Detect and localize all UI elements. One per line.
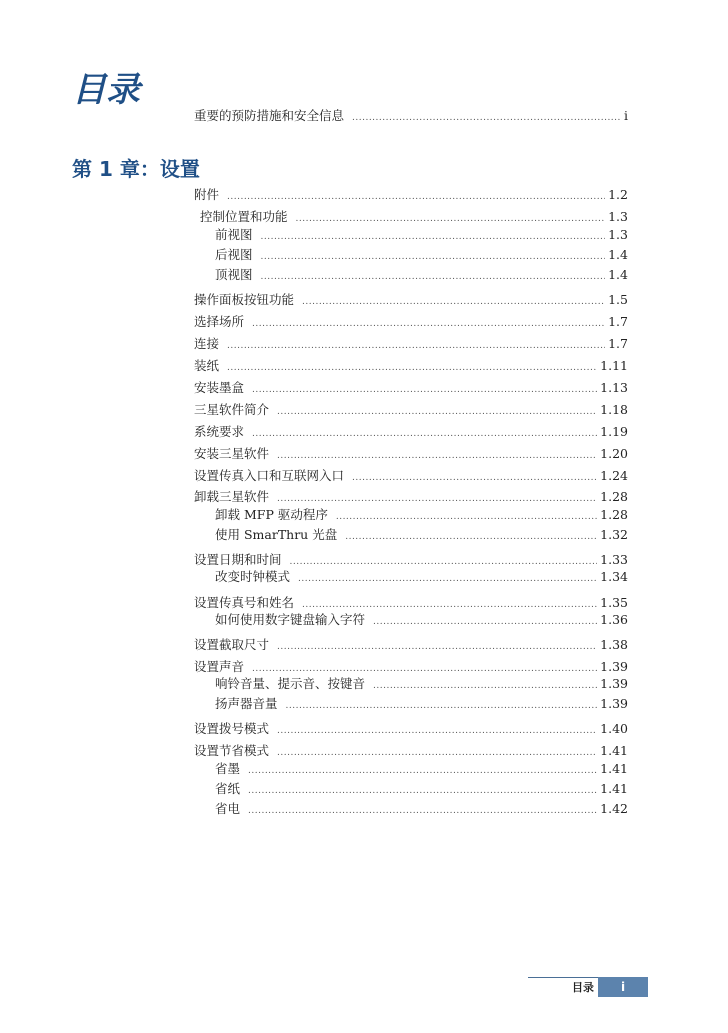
toc-entry[interactable] [194,292,628,310]
dot-leader [227,360,597,376]
toc-entry[interactable] [194,721,628,739]
toc-entry-page: 1.19 [600,424,628,439]
dot-leader [277,491,597,507]
dot-leader [277,448,597,464]
toc-entry-page: 1.38 [600,637,628,652]
dot-leader [336,509,597,525]
dot-leader [277,723,597,739]
dot-leader [261,269,606,285]
toc-entry-label: 设置节省模式 [194,743,270,758]
toc-entry-label: 安装墨盒 [194,380,245,395]
toc-entry[interactable] [194,489,628,507]
toc-entry-label: 安装三星软件 [194,446,270,461]
dot-leader [248,763,597,779]
toc-entry-page: 1.4 [608,247,628,262]
dot-leader [352,470,597,486]
toc-entry-page: 1.41 [600,781,628,796]
toc-entry[interactable] [194,314,628,332]
toc-entry-page: 1.2 [608,187,628,202]
toc-entry[interactable] [194,595,628,613]
toc-entry[interactable] [194,424,628,442]
toc-subentry[interactable] [215,227,628,245]
toc-entry-label: 设置截取尺寸 [194,637,270,652]
toc-entry-label: 顶视图 [215,267,253,282]
toc-entry[interactable] [194,358,628,376]
toc-subentry[interactable] [215,696,628,714]
toc-entry-page: 1.24 [600,468,628,483]
dot-leader [352,110,621,126]
toc-entry-label: 操作面板按钮功能 [194,292,295,307]
dot-leader [227,189,605,205]
toc-entry-label: 设置拨号模式 [194,721,270,736]
toc-entry[interactable] [194,402,628,420]
toc-subentry[interactable] [215,569,628,587]
dot-leader [252,426,597,442]
dot-leader [227,338,605,354]
toc-entry-label: 前视图 [215,227,253,242]
toc-subentry[interactable] [215,801,628,819]
toc-entry-label: 附件 [194,187,220,202]
dot-leader [290,554,598,570]
toc-subentry[interactable] [215,267,628,285]
dot-leader [277,404,597,420]
toc-entry-page: 1.32 [600,527,628,542]
toc-entry-page: 1.33 [600,552,628,567]
toc-entry-label: 改变时钟模式 [215,569,291,584]
dot-leader [373,678,597,694]
toc-entry-page: 1.7 [608,314,628,329]
toc-entry-label: 设置传真号和姓名 [194,595,295,610]
toc-entry-label: 使用 SmarThru 光盘 [215,527,338,542]
toc-entry-page: 1.20 [600,446,628,461]
toc-entry-safety[interactable] [194,108,628,126]
toc-entry-page: 1.28 [600,507,628,522]
toc-entry-page: 1.42 [600,801,628,816]
chapter-heading: 第 1 章：设置 [72,157,200,181]
dot-leader [277,639,597,655]
toc-entry[interactable] [200,209,628,227]
toc-entry-page: 1.18 [600,402,628,417]
dot-leader [252,316,605,332]
toc-entry-label: 省纸 [215,781,241,796]
toc-entry[interactable] [194,446,628,464]
toc-entry-page: 1.39 [600,659,628,674]
dot-leader [298,571,597,587]
toc-entry-page: 1.4 [608,267,628,282]
dot-leader [296,211,606,227]
toc-entry-label: 连接 [194,336,220,351]
dot-leader [261,249,606,265]
toc-entry-page: 1.3 [608,227,628,242]
dot-leader [302,294,605,310]
toc-entry[interactable] [194,743,628,761]
toc-subentry[interactable] [215,527,628,545]
toc-entry-label: 省墨 [215,761,241,776]
toc-entry-label: 系统要求 [194,424,245,439]
toc-entry-label: 设置日期和时间 [194,552,282,567]
toc-entry-page: 1.39 [600,676,628,691]
toc-subentry[interactable] [215,612,628,630]
toc-entry-label: 选择场所 [194,314,245,329]
toc-entry-label: 控制位置和功能 [200,209,288,224]
dot-leader [248,803,597,819]
toc-entry-page: 1.39 [600,696,628,711]
toc-entry[interactable] [194,336,628,354]
footer-page-number: i [598,977,648,997]
toc-entry[interactable] [194,637,628,655]
toc-subentry[interactable] [215,761,628,779]
dot-leader [248,783,597,799]
toc-subentry[interactable] [215,507,628,525]
toc-entry-label: 设置传真入口和互联网入口 [194,468,345,483]
toc-entry-label: 省电 [215,801,241,816]
toc-entry[interactable] [194,380,628,398]
toc-entry-page: 1.40 [600,721,628,736]
toc-entry-label: 卸载三星软件 [194,489,270,504]
toc-entry-label: 装纸 [194,358,220,373]
toc-entry-label: 响铃音量、提示音、按键音 [215,676,366,691]
toc-entry-page: 1.5 [608,292,628,307]
toc-entry-label: 如何使用数字键盘输入字符 [215,612,366,627]
toc-entry-page: 1.34 [600,569,628,584]
toc-entry-label: 后视图 [215,247,253,262]
toc-entry-label: 卸载 MFP 驱动程序 [215,507,328,522]
toc-entry[interactable] [194,187,628,205]
toc-entry-page: 1.41 [600,743,628,758]
dot-leader [286,698,598,714]
toc-entry-page: 1.11 [600,358,628,373]
toc-entry-label: 扬声器音量 [215,696,278,711]
dot-leader [252,661,597,677]
page-title: 目录 [72,70,140,110]
dot-leader [252,382,597,398]
footer-section-label: 目录 [572,981,594,994]
toc-entry[interactable] [194,659,628,677]
toc-entry[interactable] [194,552,628,570]
toc-entry-page: 1.28 [600,489,628,504]
toc-entry-page: 1.3 [608,209,628,224]
toc-subentry[interactable] [215,676,628,694]
toc-entry[interactable] [194,468,628,486]
toc-entry-page: 1.36 [600,612,628,627]
toc-entry-label: 设置声音 [194,659,245,674]
dot-leader [302,597,597,613]
toc-subentry[interactable] [215,247,628,265]
dot-leader [373,614,597,630]
toc-entry-label: 重要的预防措施和安全信息 [194,108,345,123]
dot-leader [277,745,597,761]
toc-entry-page: i [624,108,628,123]
dot-leader [261,229,606,245]
toc-entry-page: 1.35 [600,595,628,610]
toc-entry-page: 1.41 [600,761,628,776]
toc-entry-label: 三星软件简介 [194,402,270,417]
toc-entry-page: 1.13 [600,380,628,395]
toc-subentry[interactable] [215,781,628,799]
dot-leader [345,529,597,545]
toc-entry-page: 1.7 [608,336,628,351]
